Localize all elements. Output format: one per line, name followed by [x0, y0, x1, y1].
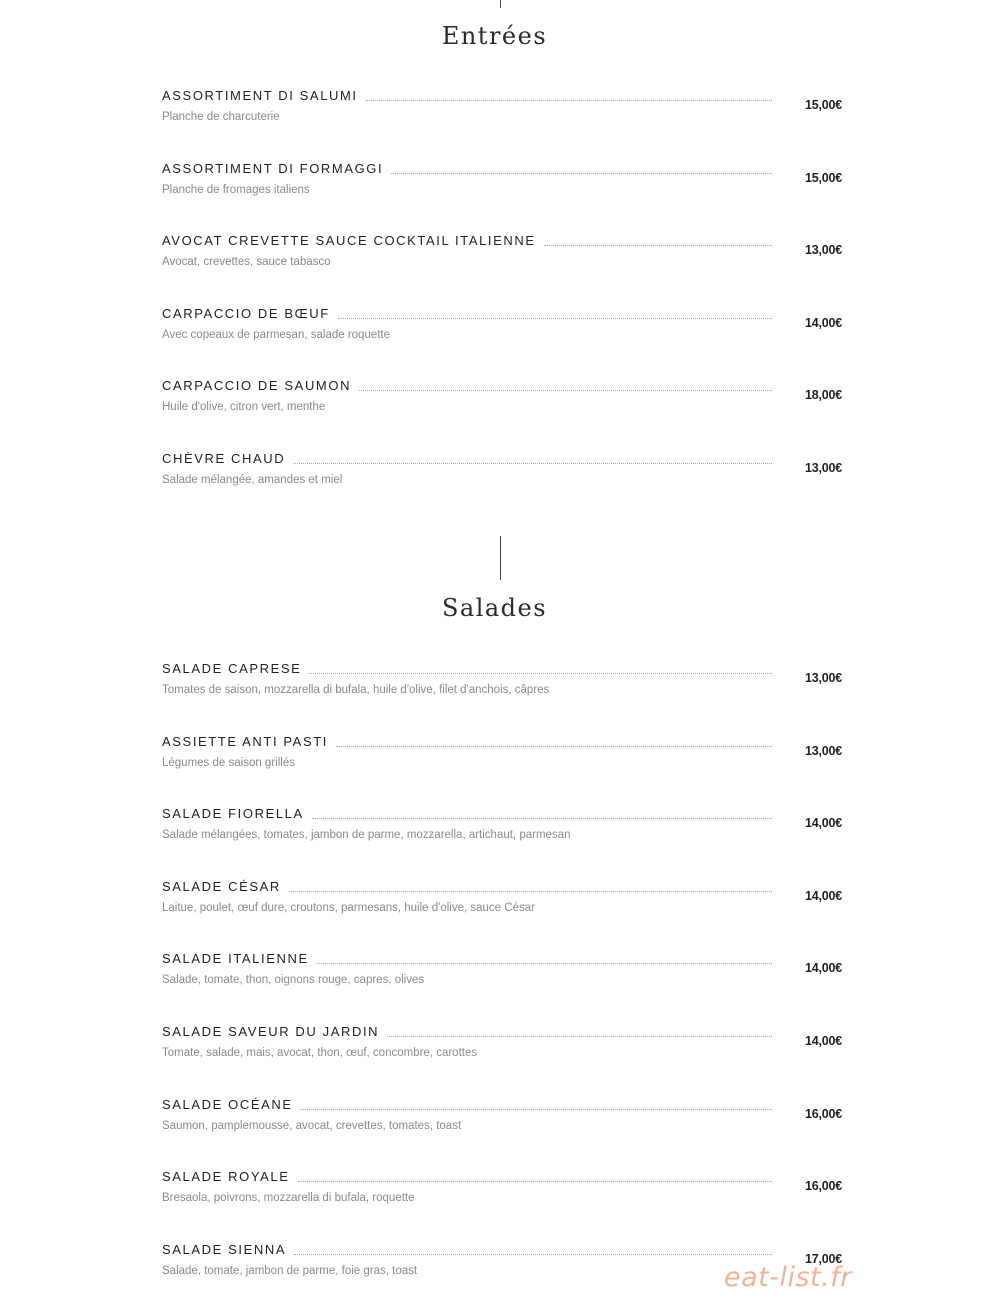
dotted-leader [387, 1035, 772, 1037]
menu-item-row [162, 232, 842, 250]
menu-item [162, 87, 842, 160]
menu-item-price: 14,00€ [804, 1033, 842, 1048]
menu-item-price: 14,00€ [804, 816, 842, 831]
section-title-salades: Salades [441, 594, 548, 622]
menu-item-description: Laitue, poulet, œuf dure, croutons, parmesans, huile d'olive, sauce César [162, 901, 535, 914]
menu-item-description: Huile d'olive, citron vert, menthe [162, 401, 326, 414]
menu-item [162, 377, 842, 450]
menu-list-salades [162, 660, 842, 1313]
menu-item-description: Avocat, crevettes, sauce tabasco [162, 256, 331, 269]
menu-item [162, 950, 842, 1023]
menu-item [162, 1023, 842, 1096]
menu-item [162, 805, 842, 878]
menu-item-description: Tomates de saison, mozzarella di bufala, huile d'olive, filet d'anchois, câpres [162, 684, 550, 696]
menu-item-price: 14,00€ [804, 888, 842, 903]
top-divider-line [500, 0, 501, 8]
section-divider-line [500, 536, 501, 580]
menu-item-price: 17,00€ [804, 1251, 842, 1266]
menu-item-description: Salade, tomate, jambon de parme, foie gras, toast [162, 1264, 418, 1277]
menu-item [162, 1096, 842, 1169]
menu-item-name: ASSIETTE ANTI PASTI [162, 733, 328, 749]
menu-item-name: SALADE FIORELLA [162, 806, 304, 822]
menu-item-price: 14,00€ [804, 315, 842, 330]
menu-item-row [162, 305, 842, 323]
menu-item-name: SALADE CAPRESE [162, 661, 302, 676]
menu-item-name: CARPACCIO DE SAUMON [162, 378, 352, 394]
menu-item-description: Bresaola, poivrons, mozzarella di bufala, roquette [162, 1192, 415, 1205]
dotted-leader [317, 962, 772, 964]
menu-item-row [162, 1096, 842, 1114]
menu-item [162, 1168, 842, 1241]
menu-item-row [162, 377, 842, 395]
menu-item-price: 15,00€ [804, 98, 842, 112]
menu-item-row [162, 450, 842, 468]
menu-list-entrees [162, 87, 842, 523]
menu-item [162, 232, 842, 305]
menu-item-row [162, 950, 842, 968]
menu-item-name: ASSORTIMENT DI SALUMI [162, 88, 358, 103]
menu-item-price: 13,00€ [804, 460, 842, 475]
dotted-leader [544, 244, 772, 246]
menu-item-row [162, 160, 842, 178]
menu-item [162, 450, 842, 523]
menu-item-description: Tomate, salade, mais, avocat, thon, œuf, concombre, carottes [162, 1046, 478, 1059]
dotted-leader [301, 1108, 772, 1110]
dotted-leader [359, 389, 772, 391]
menu-item-row [162, 1023, 842, 1041]
menu-item [162, 733, 842, 806]
menu-item-name: ASSORTIMENT DI FORMAGGI [162, 160, 384, 176]
menu-item-price: 16,00€ [804, 1179, 842, 1194]
menu-item-name: CHÈVRE CHAUD [162, 450, 286, 466]
menu-item-name: SALADE SIENNA [162, 1241, 287, 1257]
menu-item [162, 878, 842, 951]
menu-item-price: 13,00€ [804, 243, 842, 258]
section-title-entrees: Entrées [441, 22, 548, 50]
menu-item-name: SALADE ROYALE [162, 1169, 290, 1185]
menu-item-description: Légumes de saison grillés [162, 756, 295, 769]
menu-item-price: 18,00€ [804, 388, 842, 403]
menu-item-row [162, 1241, 842, 1259]
menu-item-description: Salade mélangée, amandes et miel [162, 473, 343, 486]
menu-item-description: Salade, tomate, thon, oignons rouge, capres, olives [162, 974, 425, 987]
menu-item-row [162, 660, 842, 678]
dotted-leader [298, 1180, 773, 1182]
menu-item-price: 15,00€ [804, 170, 842, 185]
dotted-leader [391, 172, 772, 174]
menu-item-name: CARPACCIO DE BŒUF [162, 305, 330, 321]
menu-item-row [162, 805, 842, 823]
dotted-leader [309, 672, 772, 674]
watermark-logo: eat-list.fr [724, 1262, 852, 1293]
dotted-leader [338, 317, 772, 319]
dotted-leader [312, 817, 772, 819]
menu-item-row [162, 878, 842, 896]
menu-item [162, 660, 842, 733]
menu-item-description: Saumon, pamplemousse, avocat, crevettes, tomates, toast [162, 1119, 462, 1132]
dotted-leader [293, 462, 772, 464]
menu-item-name: SALADE CÉSAR [162, 878, 281, 894]
menu-item-name: SALADE ITALIENNE [162, 951, 309, 967]
dotted-leader [294, 1253, 772, 1255]
dotted-leader [289, 890, 772, 892]
menu-item-row [162, 733, 842, 751]
menu-item-name: SALADE OCÉANE [162, 1096, 293, 1112]
menu-item-price: 13,00€ [804, 743, 842, 758]
menu-item [162, 305, 842, 378]
menu-item-description: Avec copeaux de parmesan, salade roquette [162, 328, 391, 341]
dotted-leader [366, 99, 772, 101]
menu-item-description: Planche de charcuterie [162, 111, 280, 123]
menu-item-price: 13,00€ [804, 671, 842, 685]
menu-item-row [162, 1168, 842, 1186]
menu-item-description: Planche de fromages italiens [162, 183, 310, 196]
menu-item-name: SALADE SAVEUR DU JARDIN [162, 1023, 380, 1039]
menu-item-row [162, 87, 842, 105]
menu-item [162, 160, 842, 233]
menu-item-price: 16,00€ [804, 1106, 842, 1121]
menu-item-description: Salade mélangées, tomates, jambon de parme, mozzarella, artichaut, parmesan [162, 829, 571, 842]
menu-item-name: AVOCAT CREVETTE SAUCE COCKTAIL ITALIENNE [162, 233, 536, 249]
dotted-leader [336, 745, 772, 747]
menu-item-price: 14,00€ [804, 961, 842, 976]
